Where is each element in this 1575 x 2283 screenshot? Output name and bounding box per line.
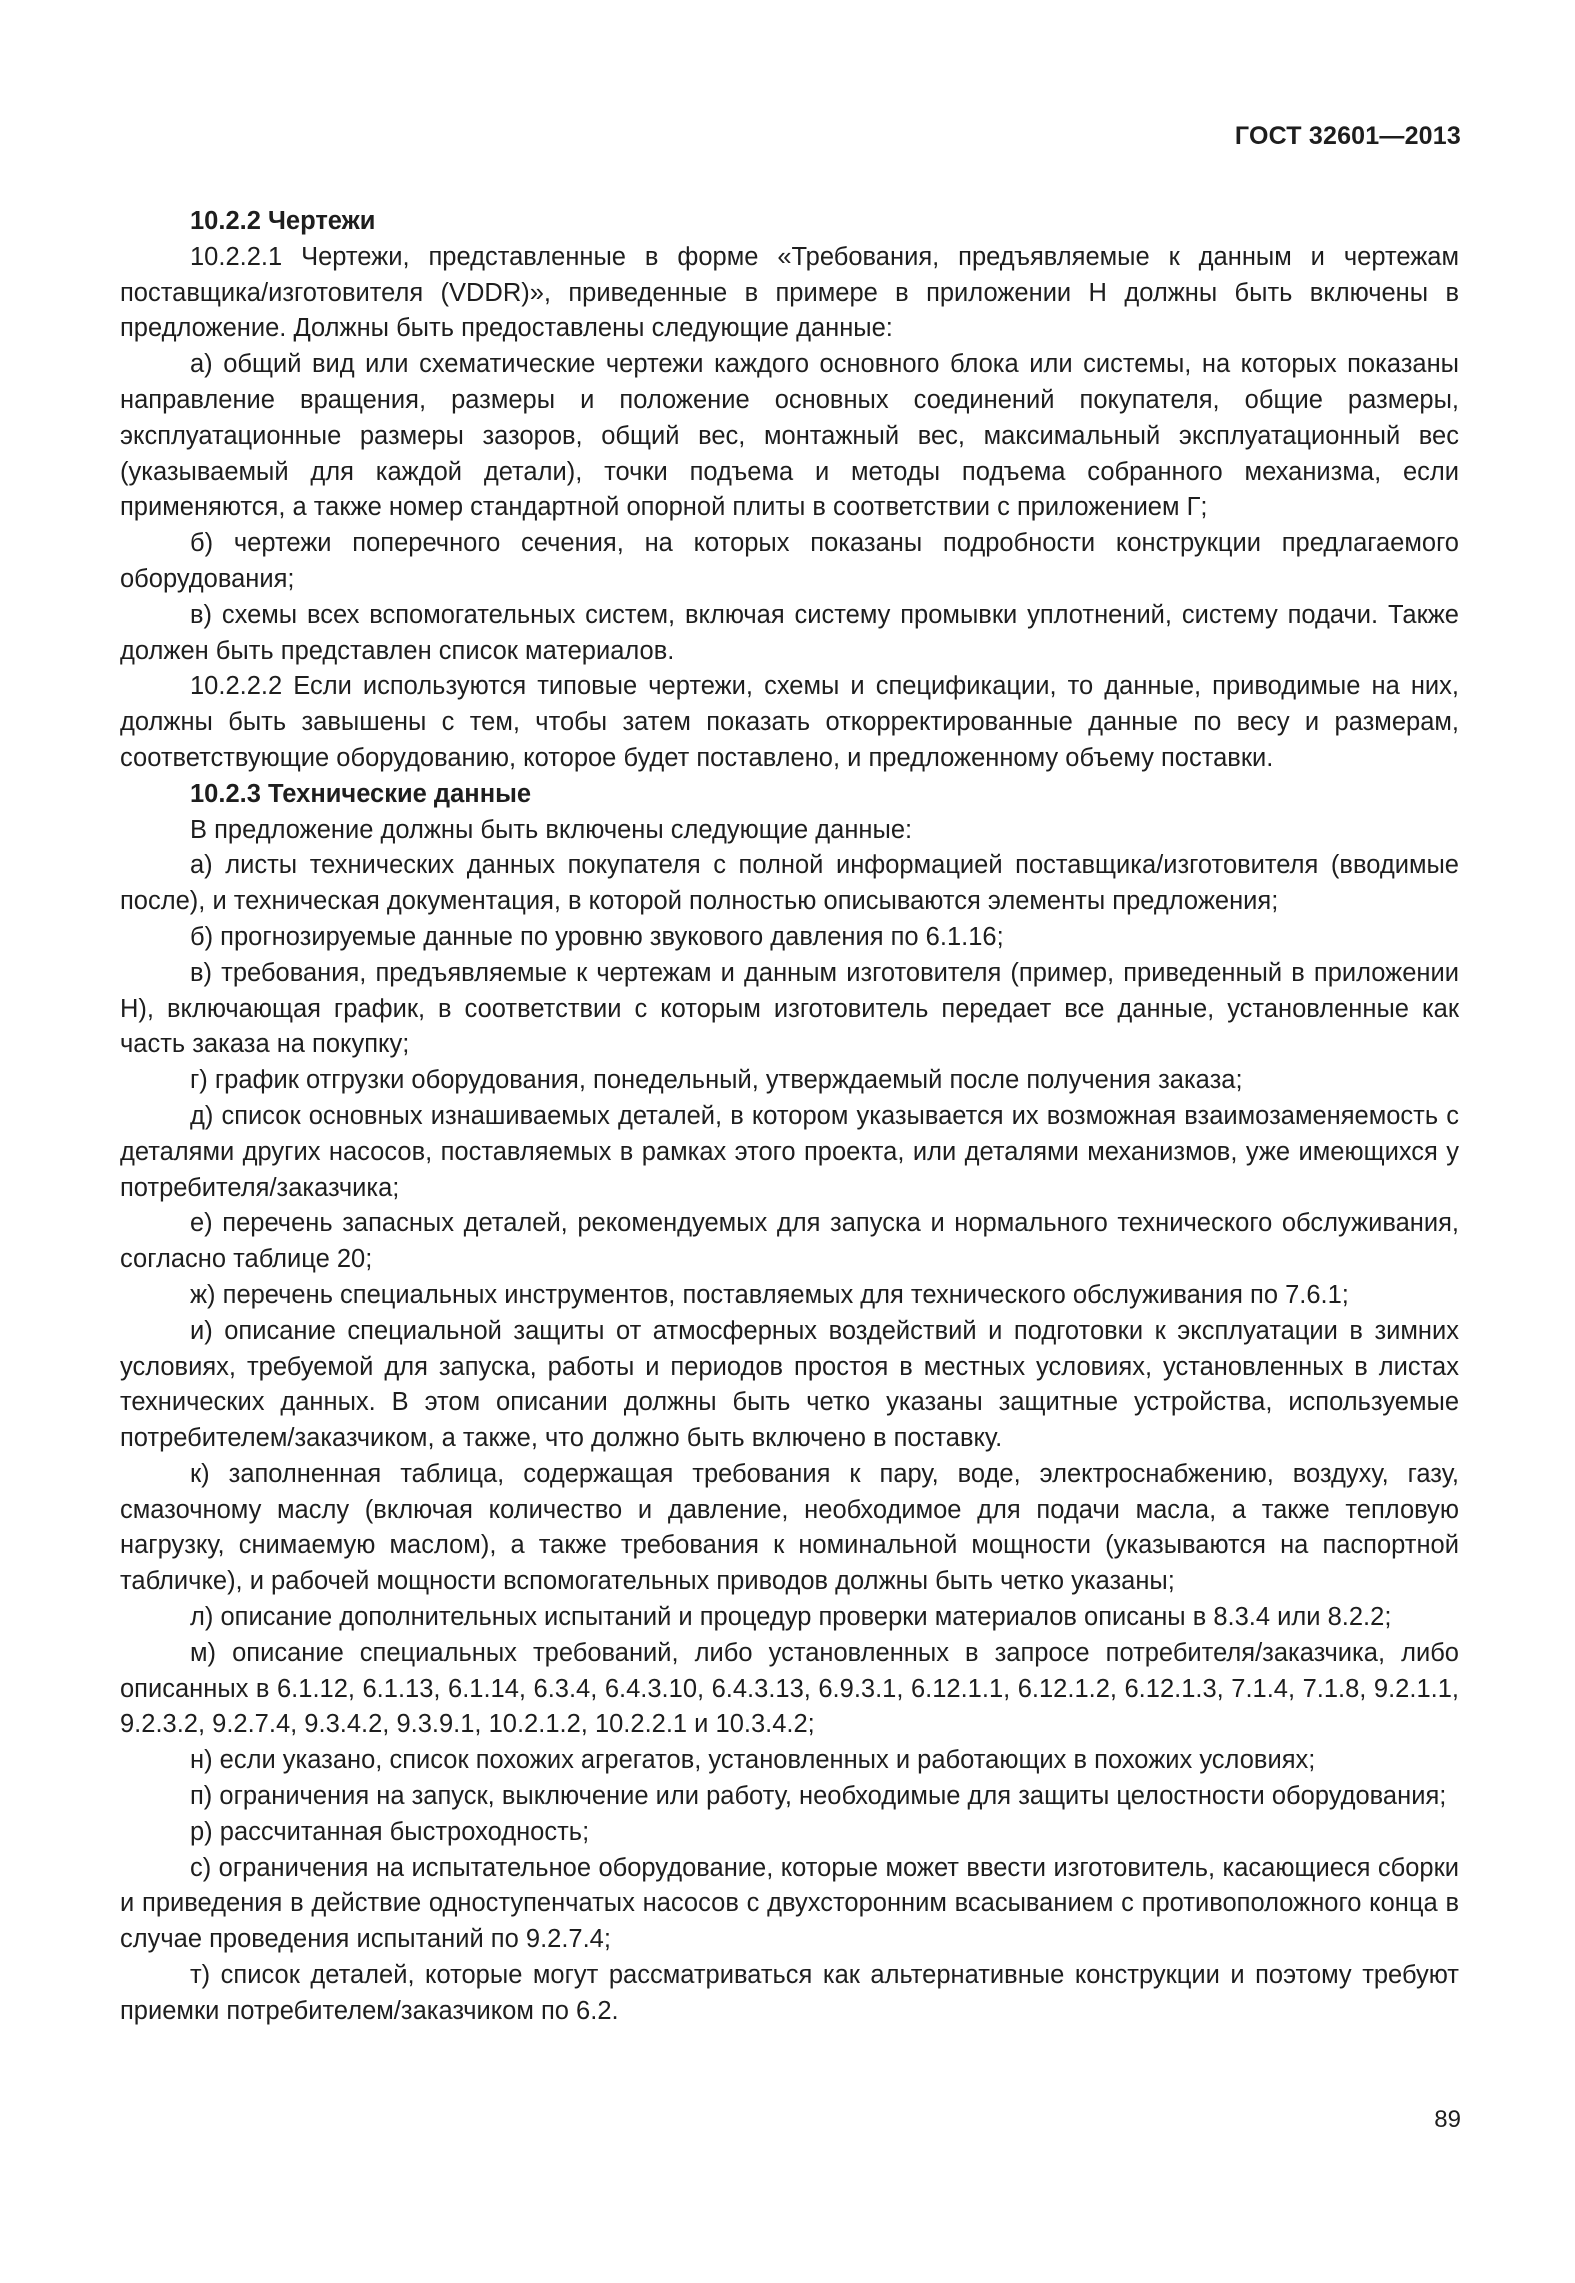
paragraph: н) если указано, список похожих агрегатов, установленных и работающих в похожих условиях; [190, 1746, 1316, 1775]
paragraph: к) заполненная таблица, содержащая требования к пару, воде, электроснабжению, воздуху, газу, смазочному маслу (включая количество и давление, необходимое для подачи масла, а также тепловую нагрузку, снимаемую маслом), а также требования к номинальной мощности (указываются на паспортной табличке), и рабочей мощности вспомогательных приводов должны быть четко указаны; [120, 1459, 1459, 1596]
section-heading: 10.2.2 Чертежи [190, 207, 376, 235]
paragraph: в) схемы всех вспомогательных систем, включая систему промывки уплотнений, систему подачи. Также должен быть представлен список материалов. [120, 600, 1459, 665]
page-content [120, 204, 1459, 2030]
paragraph: р) рассчитанная быстроходность; [190, 1817, 590, 1846]
paragraph: г) график отгрузки оборудования, понедельный, утверждаемый после получения заказа; [190, 1066, 1243, 1095]
paragraph: б) прогнозируемые данные по уровню звукового давления по 6.1.16; [190, 922, 1004, 951]
section-heading: 10.2.3 Технические данные [190, 779, 532, 808]
paragraph: л) описание дополнительных испытаний и процедур проверки материалов описаны в 8.3.4 или 8.2.2; [190, 1603, 1392, 1632]
page-number: 89 [1434, 2106, 1461, 2133]
document-code: ГОСТ 32601—2013 [1234, 122, 1461, 150]
paragraph: м) описание специальных требований, либо установленных в запросе потребителя/заказчика, либо описанных в 6.1.12, 6.1.13, 6.1.14, 6.3.4, 6.4.3.10, 6.4.3.13, 6.9.3.1, 6.12.1.1, 6.12.1.2, 6.12.1.3, 7.1.4, 7.1.8, 9.2.1.1, 9.2.3.2, 9.2.7.4, 9.3.4.2, 9.3.9.1, 10.2.1.2, 10.2.2.1 и 10.3.4.2; [120, 1638, 1459, 1739]
paragraph: т) список деталей, которые могут рассматриваться как альтернативные конструкции и поэтому требуют приемки потребителем/заказчиком по 6.2. [120, 1961, 1459, 2025]
paragraph: е) перечень запасных деталей, рекомендуемых для запуска и нормального технического обслуживания, согласно таблице 20; [120, 1209, 1459, 1274]
paragraph: в) требования, предъявляемые к чертежам и данным изготовителя (пример, приведенный в приложении Н), включающая график, в соответствии с которым изготовитель передает все данные, установленные как часть заказа на покупку; [120, 958, 1459, 1059]
paragraph: а) общий вид или схематические чертежи каждого основного блока или системы, на которых показаны направление вращения, размеры и положение основных соединений покупателя, общие размеры, эксплуатационные размеры зазоров, общий вес, монтажный вес, максимальный эксплуатационный вес (указываемый для каждой детали), точки подъема и методы подъема собранного механизма, если применяются, а также номер стандартной опорной плиты в соответствии с приложением Г; [120, 350, 1459, 522]
paragraph: д) список основных изнашиваемых деталей, в котором указывается их возможная взаимозаменяемость с деталями других насосов, поставляемых в рамках этого проекта, или деталями механизмов, уже имеющихся у потребителя/заказчика; [120, 1101, 1459, 1202]
paragraph: В предложение должны быть включены следующие данные: [190, 815, 913, 844]
paragraph: ж) перечень специальных инструментов, поставляемых для технического обслуживания по 7.6.1; [190, 1280, 1349, 1309]
paragraph: с) ограничения на испытательное оборудование, которые может ввести изготовитель, касающиеся сборки и приведения в действие одноступенчатых насосов с двухсторонним всасыванием с противоположного конца в случае проведения испытаний по 9.2.7.4; [120, 1853, 1459, 1954]
paragraph: и) описание специальной защиты от атмосферных воздействий и подготовки к эксплуатации в зимних условиях, требуемой для запуска, работы и периодов простоя в местных условиях, установленных в листах технических данных. В этом описании должны быть четко указаны защитные устройства, используемые потребителем/заказчиком, а также, что должно быть включено в поставку. [120, 1316, 1459, 1453]
paragraph: а) листы технических данных покупателя с полной информацией поставщика/изготовителя (вводимые после), и техническая документация, в которой полностью описываются элементы предложения; [120, 851, 1459, 916]
paragraph: 10.2.2.2 Если используются типовые чертежи, схемы и спецификации, то данные, приводимые на них, должны быть завышены с тем, чтобы затем показать откорректированные данные по весу и размерам, соответствующие оборудованию, которое будет поставлено, и предложенному объему поставки. [120, 672, 1459, 772]
paragraph: б) чертежи поперечного сечения, на которых показаны подробности конструкции предлагаемого оборудования; [120, 529, 1459, 593]
paragraph: 10.2.2.1 Чертежи, представленные в форме «Требования, предъявляемые к данным и чертежам поставщика/изготовителя (VDDR)», приведенные в примере в приложении Н должны быть включены в предложение. Должны быть предоставлены следующие данные: [120, 242, 1459, 343]
paragraph: п) ограничения на запуск, выключение или работу, необходимые для защиты целостности оборудования; [190, 1782, 1447, 1811]
